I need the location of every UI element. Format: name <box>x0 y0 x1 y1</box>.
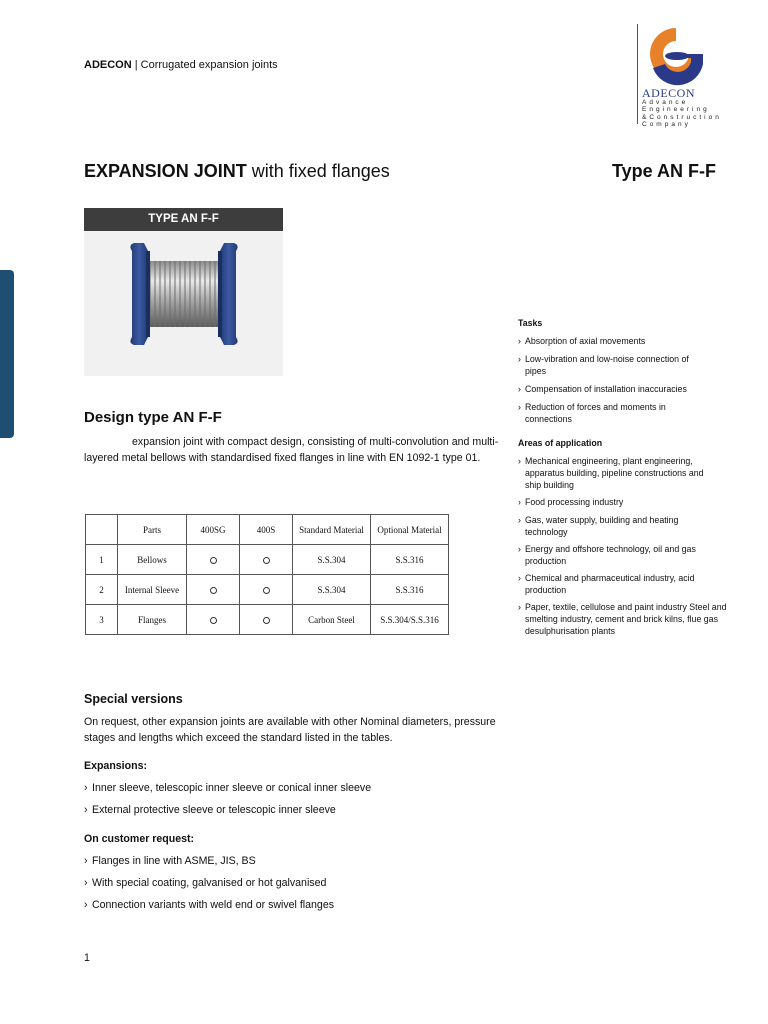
logo-divider <box>637 24 638 124</box>
expansions-title: Expansions: <box>84 760 147 772</box>
dot-icon <box>263 617 270 624</box>
task-item <box>518 336 718 348</box>
task-text: Compensation of installation inaccuracies <box>525 384 687 394</box>
row-number: 2 <box>86 575 118 605</box>
area-item <box>518 456 718 491</box>
area-item <box>518 544 718 568</box>
bullet-icon: › <box>518 602 521 612</box>
list-item-text: With special coating, galvanised or hot galvanised <box>92 877 327 889</box>
area-text: Energy and offshore technology, oil and gas production <box>525 544 696 566</box>
area-item <box>518 573 698 597</box>
row-part: Bellows <box>118 545 187 575</box>
logo-line: &Construction <box>642 113 722 121</box>
type-heading: Type AN F-F <box>612 161 716 181</box>
logo-subtitle <box>642 99 722 128</box>
task-item <box>518 402 678 426</box>
row-standard: S.S.304 <box>293 545 371 575</box>
bullet-icon: › <box>518 354 521 364</box>
area-text: Gas, water supply, building and heating technology <box>525 515 679 537</box>
special-title: Special versions <box>84 692 183 706</box>
tasks-title: Tasks <box>518 318 543 328</box>
table-row <box>86 575 449 605</box>
row-optional: S.S.316 <box>371 545 449 575</box>
task-text: Reduction of forces and moments in connections <box>525 402 666 424</box>
cell-400sg <box>187 605 240 635</box>
logo-line: Company <box>642 120 691 128</box>
row-part: Internal Sleeve <box>118 575 187 605</box>
table-header: Optional Material <box>371 515 449 545</box>
list-item-text: External protective sleeve or telescopic inner sleeve <box>92 804 336 816</box>
list-item <box>84 877 326 889</box>
table-header: Standard Material <box>293 515 371 545</box>
dot-icon <box>263 587 270 594</box>
logo-name: ADECON <box>642 86 695 100</box>
parts-table <box>85 514 449 635</box>
title-bold: EXPANSION JOINT <box>84 161 247 181</box>
logo-line: Engineering <box>642 106 710 114</box>
bullet-icon: › <box>518 497 521 507</box>
header-separator: | <box>131 59 141 71</box>
area-item <box>518 602 728 637</box>
bullet-icon: › <box>84 804 88 816</box>
row-standard: Carbon Steel <box>293 605 371 635</box>
title-rest: with fixed flanges <box>246 161 390 181</box>
bullet-icon: › <box>84 782 88 794</box>
task-text: Low-vibration and low-noise connection of pipes <box>525 354 689 376</box>
task-item <box>518 384 718 396</box>
page-title <box>84 161 390 182</box>
table-row <box>86 605 449 635</box>
row-number: 1 <box>86 545 118 575</box>
cell-400s <box>240 605 293 635</box>
cell-400s <box>240 545 293 575</box>
row-optional: S.S.316 <box>371 575 449 605</box>
table-row <box>86 545 449 575</box>
list-item <box>84 899 334 911</box>
table-header: 400S <box>240 515 293 545</box>
list-item <box>84 804 336 816</box>
header-subtitle: Corrugated expansion joints <box>140 59 278 71</box>
area-item <box>518 497 718 509</box>
cell-400s <box>240 575 293 605</box>
areas-title: Areas of application <box>518 438 603 448</box>
bullet-icon: › <box>518 544 521 554</box>
logo-mark-icon <box>643 24 709 86</box>
header-breadcrumb <box>84 59 278 71</box>
product-image-label: TYPE AN F-F <box>84 208 283 231</box>
bullet-icon: › <box>518 456 521 466</box>
bullet-icon: › <box>518 336 521 346</box>
header-brand: ADECON <box>84 59 132 71</box>
bullet-icon: › <box>84 899 88 911</box>
side-tab <box>0 270 14 438</box>
area-text: Mechanical engineering, plant engineering, apparatus building, pipeline constructions and ship building <box>525 456 704 490</box>
logo-line: Advance <box>642 99 689 106</box>
cell-400sg <box>187 575 240 605</box>
dot-icon <box>210 557 217 564</box>
design-title: Design type AN F-F <box>84 409 222 426</box>
cell-400sg <box>187 545 240 575</box>
bullet-icon: › <box>518 402 521 412</box>
bullet-icon: › <box>518 515 521 525</box>
row-standard: S.S.304 <box>293 575 371 605</box>
dot-icon <box>210 587 217 594</box>
list-item-text: Connection variants with weld end or swivel flanges <box>92 899 335 911</box>
customer-title: On customer request: <box>84 833 195 845</box>
area-text: Food processing industry <box>525 497 624 507</box>
table-header: 400SG <box>187 515 240 545</box>
list-item-text: Flanges in line with ASME, JIS, BS <box>92 855 256 867</box>
bullet-icon: › <box>84 855 88 867</box>
list-item-text: Inner sleeve, telescopic inner sleeve or conical inner sleeve <box>92 782 372 794</box>
row-optional: S.S.304/S.S.316 <box>371 605 449 635</box>
area-item <box>518 515 718 539</box>
table-header-row <box>86 515 449 545</box>
table-header: Parts <box>118 515 187 545</box>
bullet-icon: › <box>84 877 88 889</box>
design-text: expansion joint with compact design, consisting of multi-convolution and multi-layered metal bellows with standardised fixed flanges in line with EN 1092-1 type 01. <box>84 436 499 464</box>
list-item <box>84 782 371 794</box>
bullet-icon: › <box>518 573 521 583</box>
task-item <box>518 354 698 378</box>
dot-icon <box>263 557 270 564</box>
bullet-icon: › <box>518 384 521 394</box>
area-text: Paper, textile, cellulose and paint industry Steel and smelting industry, cement and brick kilns, flue gas desulphurisation plants <box>525 602 727 636</box>
dot-icon <box>210 617 217 624</box>
row-number: 3 <box>86 605 118 635</box>
page-number: 1 <box>84 952 90 964</box>
table-header <box>86 515 118 545</box>
area-text: Chemical and pharmaceutical industry, acid production <box>525 573 695 595</box>
expansion-joint-image <box>84 231 283 376</box>
list-item <box>84 855 256 867</box>
special-text: On request, other expansion joints are available with other Nominal diameters, pressure stages and lengths which exceed the standard listed in the tables. <box>84 716 496 744</box>
row-part: Flanges <box>118 605 187 635</box>
task-text: Absorption of axial movements <box>525 336 646 346</box>
